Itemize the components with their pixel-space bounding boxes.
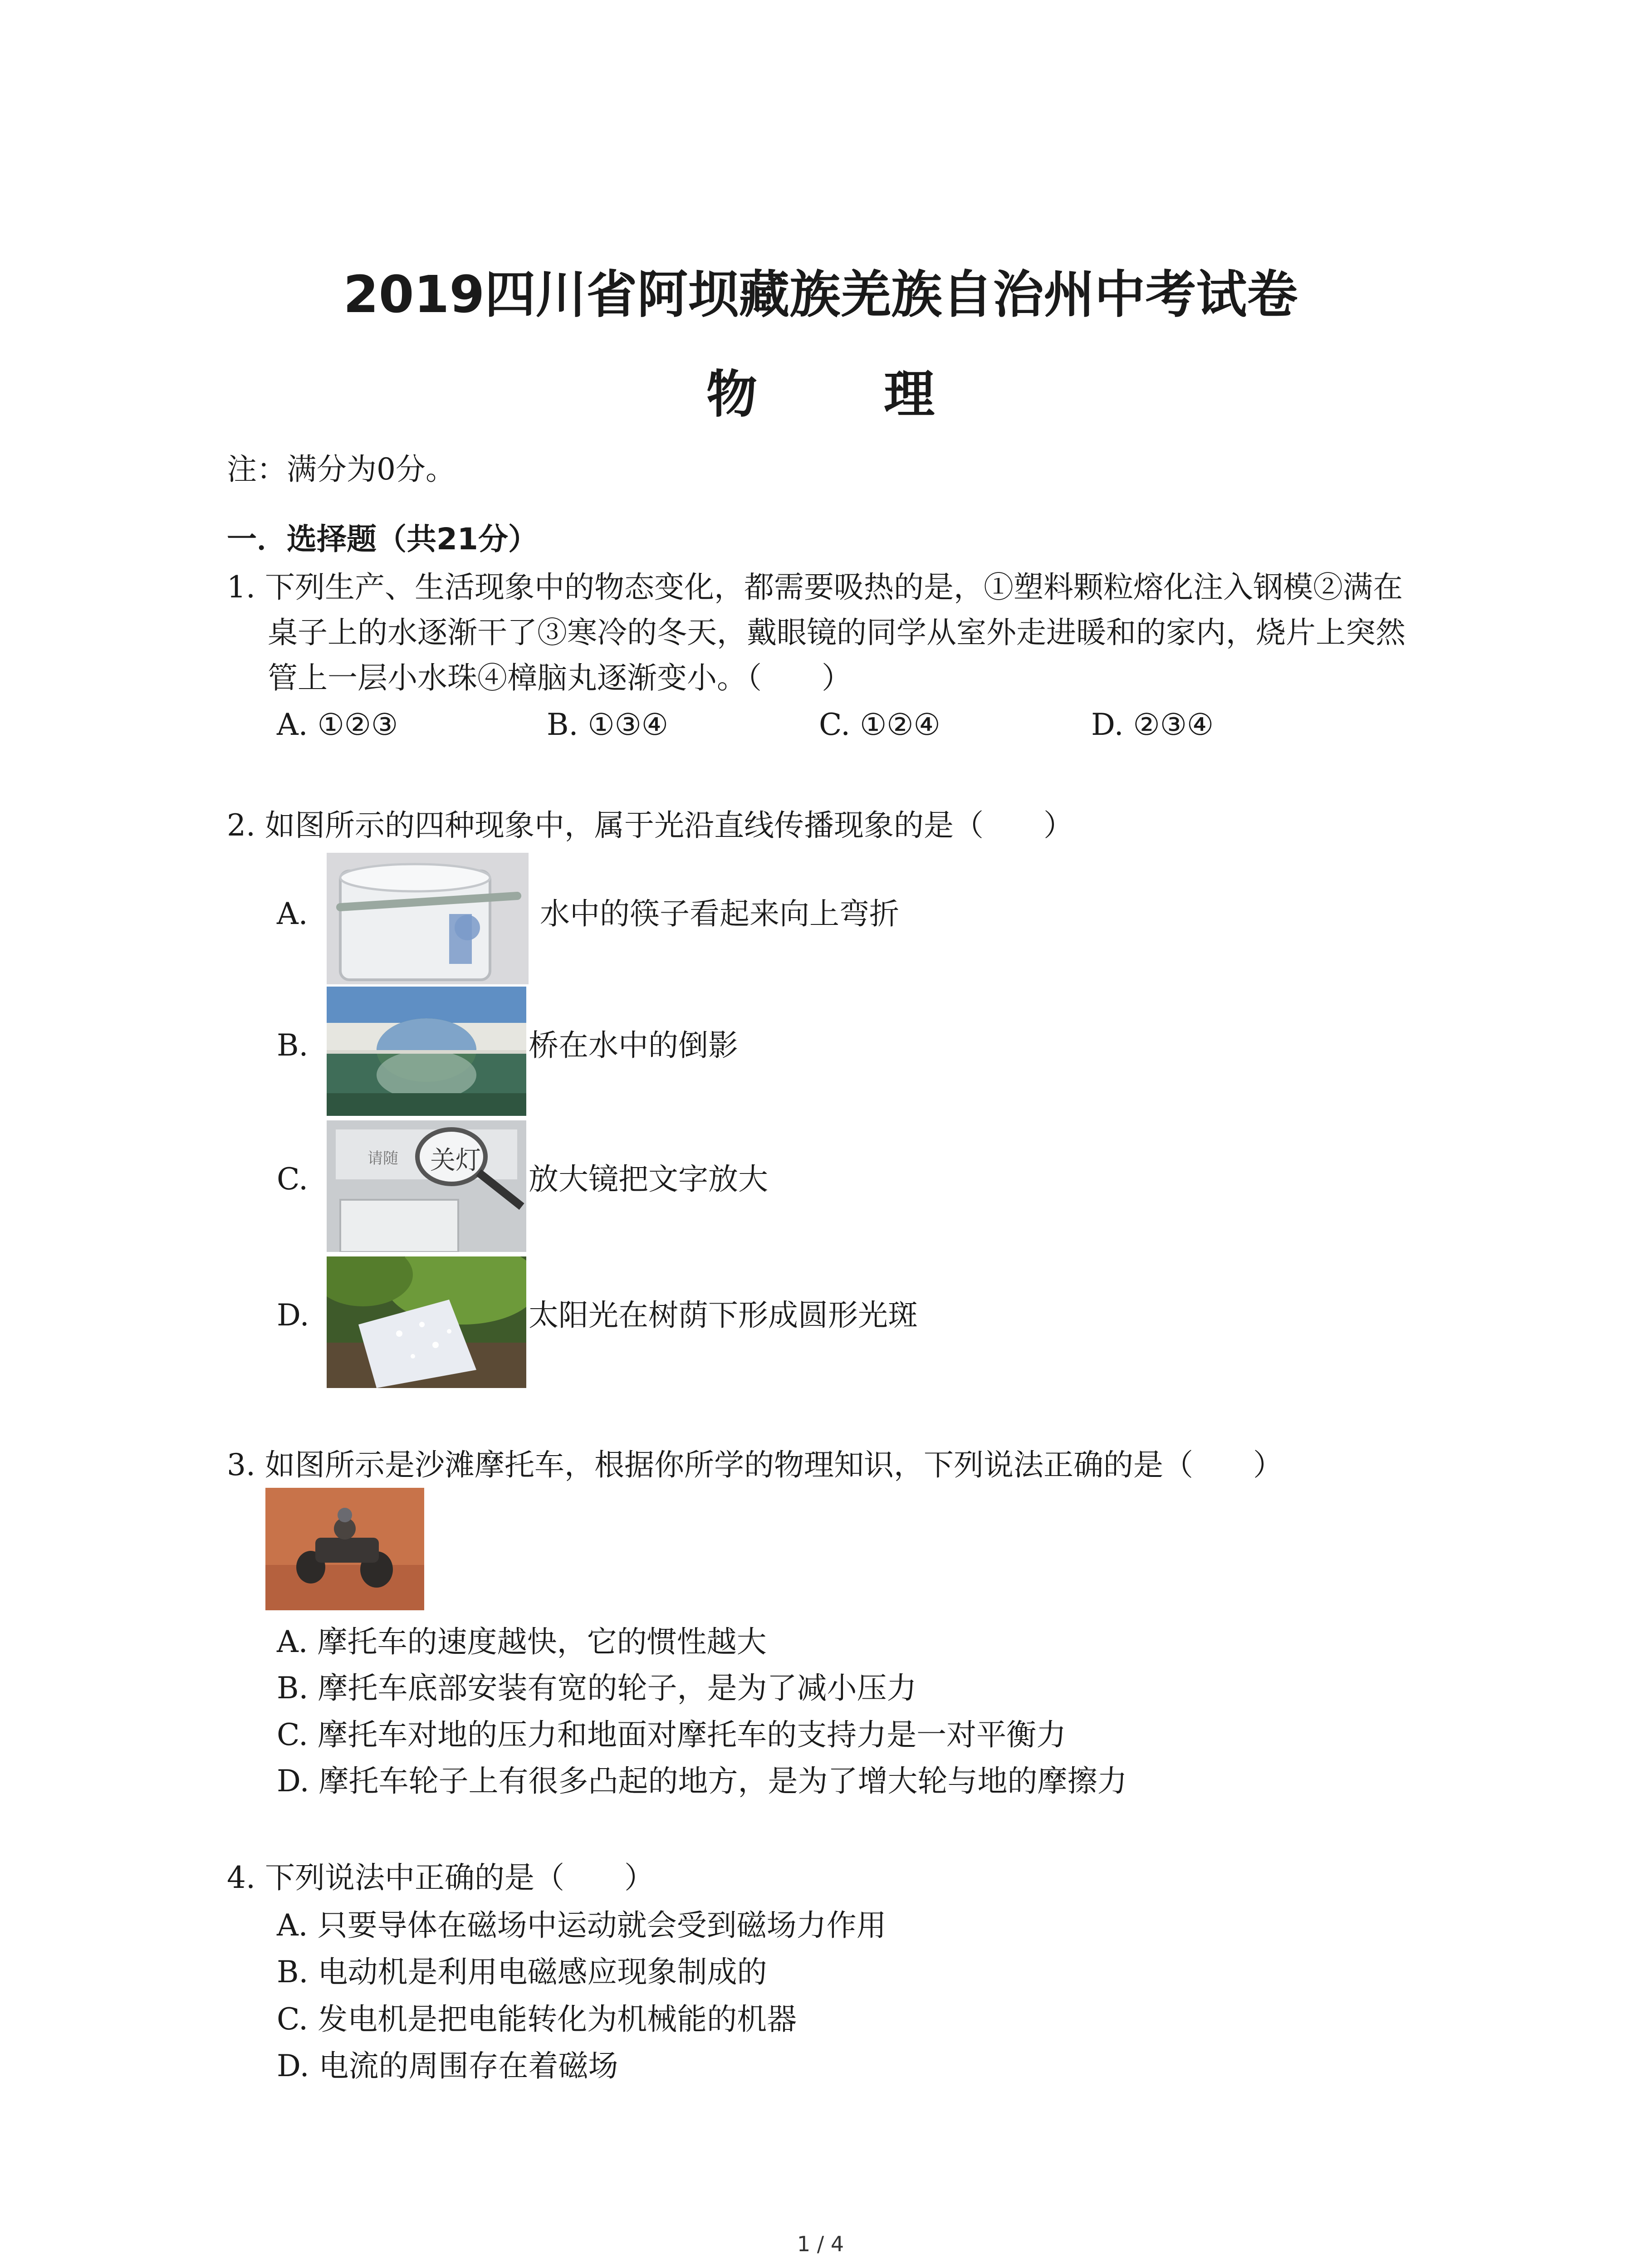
- section-heading: 一．选择题（共21分）: [227, 522, 538, 557]
- q4-option-c: C. 发电机是把电能转化为机械能的机器: [277, 2002, 797, 2037]
- q1-stem-line1: 1. 下列生产、生活现象中的物态变化，都需要吸热的是，①塑料颗粒熔化注入钢模②满在: [227, 570, 1403, 605]
- bridge-reflection-image: [327, 987, 526, 1116]
- q4-option-b: B. 电动机是利用电磁感应现象制成的: [277, 1955, 767, 1989]
- q2-option-a-text: 水中的筷子看起来向上弯折: [540, 896, 899, 931]
- q1-option-b: B. ①③④: [547, 707, 668, 742]
- q1-stem-line3: 管上一层小水珠④樟脑丸逐渐变小。（ ）: [268, 660, 852, 695]
- q2-option-a-letter: A.: [277, 896, 308, 931]
- q2-option-c-letter: C.: [277, 1162, 309, 1197]
- q2-option-d-text: 太阳光在树荫下形成圆形光斑: [529, 1298, 918, 1333]
- q4-option-a: A. 只要导体在磁场中运动就会受到磁场力作用: [277, 1908, 887, 1943]
- q3-option-c: C. 摩托车对地的压力和地面对摩托车的支持力是一对平衡力: [277, 1717, 1067, 1752]
- q3-option-b: B. 摩托车底部安装有宽的轮子，是为了减小压力: [277, 1671, 917, 1706]
- q1-option-a: A. ①②③: [277, 707, 398, 742]
- page-title: 2019四川省阿坝藏族羌族自治州中考试卷: [343, 265, 1298, 324]
- q4-stem: 4. 下列说法中正确的是（ ）: [227, 1860, 654, 1895]
- q2-option-c-text: 放大镜把文字放大: [529, 1162, 768, 1197]
- page-number: 1 / 4: [797, 2232, 844, 2256]
- q1-stem-line2: 桌子上的水逐渐干了③寒冷的冬天，戴眼镜的同学从室外走进暖和的家内，烧片上突然: [268, 615, 1406, 650]
- subject-title: 物 理: [706, 365, 989, 424]
- svg-text:请随: 请随: [367, 1149, 398, 1168]
- q3-option-d: D. 摩托车轮子上有很多凸起的地方，是为了增大轮与地的摩擦力: [277, 1764, 1127, 1799]
- q2-option-b-text: 桥在水中的倒影: [529, 1028, 738, 1063]
- q2-option-b-letter: B.: [277, 1028, 309, 1063]
- beach-motorcycle-image: [265, 1488, 424, 1610]
- tree-shade-light-spots-image: [327, 1256, 526, 1388]
- q3-stem: 3. 如图所示是沙滩摩托车，根据你所学的物理知识，下列说法正确的是（ ）: [227, 1447, 1283, 1482]
- magnifier-text-image: [327, 1120, 526, 1252]
- q1-option-d: D. ②③④: [1091, 707, 1214, 742]
- magnified-text: 关灯: [430, 1146, 481, 1175]
- q3-option-a: A. 摩托车的速度越快，它的惯性越大: [277, 1624, 767, 1659]
- q2-stem: 2. 如图所示的四种现象中，属于光沿直线传播现象的是（ ）: [227, 808, 1073, 843]
- q4-option-d: D. 电流的周围存在着磁场: [277, 2048, 618, 2083]
- q1-option-c: C. ①②④: [819, 707, 941, 742]
- score-note: 注：满分为0分。: [227, 452, 456, 487]
- q2-option-d-letter: D.: [277, 1298, 309, 1333]
- chopsticks-in-water-image: [327, 853, 529, 984]
